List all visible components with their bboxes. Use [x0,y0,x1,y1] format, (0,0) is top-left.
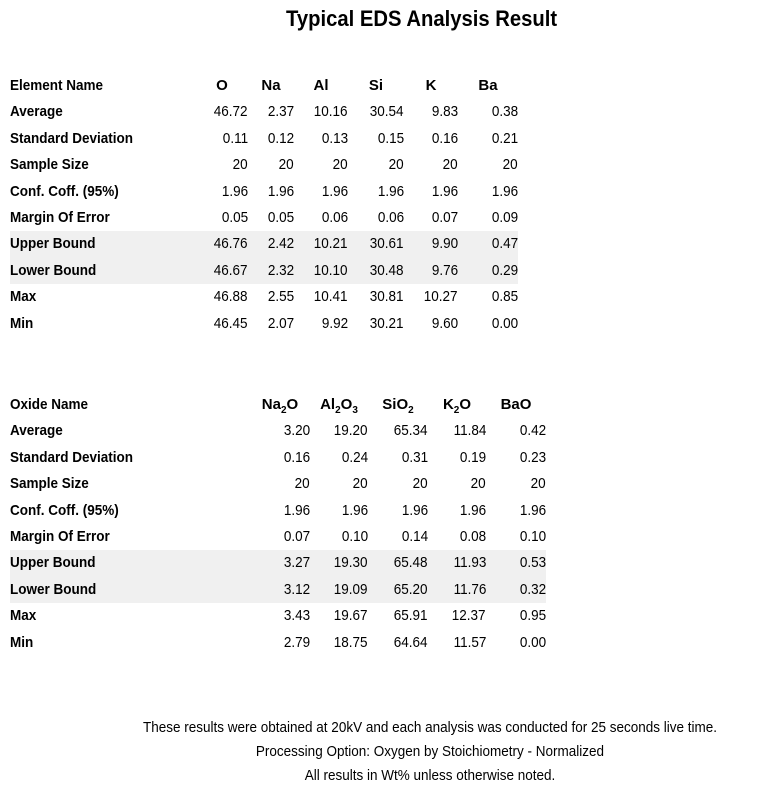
element-table-row-label: Min [10,314,34,332]
oxide-table-row [10,445,546,471]
element-table-cell: 10.10 [314,261,348,279]
oxide-table-cell: 0.14 [401,528,428,546]
element-table-row [10,205,518,231]
oxide-table-row-label: Average [10,422,63,440]
oxide-table-cell: 11.76 [453,580,486,598]
element-table-row [10,311,518,337]
oxide-table-cell: 3.27 [283,554,310,572]
element-column-header: Al [313,77,329,94]
oxide-table-row [10,418,546,444]
oxide-table-cell: 0.10 [341,528,368,546]
element-table-cell: 20 [278,156,294,174]
oxide-table-cell: 0.10 [519,528,546,546]
oxide-table-row [10,550,546,576]
footer-line: All results in Wt% unless otherwise noted. [304,767,556,784]
element-column-header: K [425,77,437,94]
oxide-table-cell: 3.12 [283,580,310,598]
element-table-cell: 30.21 [370,314,404,332]
element-table-cell: 2.55 [267,288,294,306]
element-table-row [10,179,518,205]
element-table-cell: 1.96 [321,182,348,200]
oxide-table-row-label: Sample Size [10,475,89,493]
element-table-cell: 10.21 [314,235,348,253]
element-table-cell: 2.07 [267,314,294,332]
element-table-cell: 46.72 [214,103,248,121]
element-header-label: Element Name [10,77,104,94]
element-table-cell: 10.16 [314,103,348,121]
element-table-row [10,258,518,284]
element-table-cell: 30.54 [370,103,404,121]
oxide-table-cell: 2.79 [283,633,310,651]
oxide-table-cell: 20 [530,475,546,493]
element-column-header: Si [368,77,384,94]
element-table-cell: 46.45 [214,314,248,332]
oxide-table-cell: 0.23 [519,448,546,466]
element-table-row-label: Lower Bound [10,261,97,279]
oxide-table-row-label: Lower Bound [10,580,97,598]
element-table-cell: 20 [388,156,404,174]
element-table-row-label: Max [10,288,37,306]
element-table-cell: 10.27 [424,288,458,306]
element-header-row [10,73,518,99]
element-table-cell: 0.38 [491,103,518,121]
element-table-row [10,126,518,152]
oxide-table-row-label: Upper Bound [10,554,96,572]
oxide-header-label: Oxide Name [10,396,89,413]
element-table-cell: 9.60 [431,314,458,332]
oxide-table-cell: 1.96 [401,501,428,519]
element-table-row [10,231,518,257]
element-table-cell: 0.07 [431,209,458,227]
element-table [10,73,518,337]
element-table-cell: 30.61 [370,235,404,253]
element-table-cell: 9.76 [431,261,458,279]
oxide-header-row [10,392,546,418]
element-table-cell: 0.00 [491,314,518,332]
oxide-table-row [10,603,546,629]
oxide-table-cell: 65.91 [394,607,428,625]
element-table-cell: 0.47 [491,235,518,253]
element-table-row-label: Conf. Coff. (95%) [10,182,119,200]
oxide-table-cell: 11.84 [453,422,486,440]
element-table-cell: 10.41 [314,288,348,306]
element-table-cell: 20 [232,156,248,174]
element-table-row-label: Margin Of Error [10,209,110,227]
element-table-cell: 1.96 [221,182,248,200]
footer-notes [60,716,768,788]
element-table-cell: 1.96 [267,182,294,200]
element-table-cell: 20 [502,156,518,174]
oxide-table-cell: 3.20 [283,422,310,440]
oxide-column-header: $Al_2O_3$ [320,396,358,416]
oxide-table-cell: 65.20 [394,580,428,598]
element-table-cell: 0.06 [321,209,348,227]
oxide-table-cell: 20 [412,475,428,493]
element-table-cell: 0.06 [377,209,404,227]
oxide-table-cell: 11.57 [453,633,486,651]
oxide-table-cell: 19.20 [334,422,368,440]
element-table-cell: 2.42 [267,235,294,253]
page-title: Typical EDS Analysis Result [286,6,558,31]
element-table-cell: 30.48 [370,261,404,279]
element-table-cell: 0.05 [267,209,294,227]
element-table-cell: 0.16 [431,129,458,147]
oxide-table-cell: 0.00 [519,633,546,651]
element-table-row-label: Average [10,103,63,121]
element-table-row [10,152,518,178]
oxide-table-row [10,498,546,524]
oxide-table-cell: 1.96 [459,501,486,519]
oxide-table-cell: 1.96 [519,501,546,519]
oxide-table-cell: 0.08 [459,528,486,546]
element-table-cell: 0.12 [267,129,294,147]
element-table-cell: 1.96 [431,182,458,200]
oxide-column-header: $K_2O$ [442,396,472,416]
oxide-table-cell: 1.96 [341,501,368,519]
oxide-table-cell: 0.32 [519,580,546,598]
oxide-table-cell: 0.31 [401,448,428,466]
element-table-cell: 0.13 [321,129,348,147]
element-table-cell: 2.32 [267,261,294,279]
oxide-table-cell: 0.42 [519,422,546,440]
element-table-cell: 9.92 [321,314,348,332]
oxide-table-cell: 19.09 [334,580,368,598]
element-table-cell: 9.83 [431,103,458,121]
element-table-cell: 9.90 [431,235,458,253]
element-table-row [10,284,518,310]
oxide-table-cell: 18.75 [334,633,368,651]
oxide-column-header: SiO$_2$ [382,396,414,416]
element-table-cell: 46.76 [214,235,248,253]
element-table-cell: 20 [332,156,348,174]
element-table-cell: 1.96 [491,182,518,200]
oxide-table-cell: 20 [470,475,486,493]
oxide-table-row [10,577,546,603]
oxide-table-cell: 20 [352,475,368,493]
oxide-table-cell: 0.07 [283,528,310,546]
oxide-table-cell: 0.19 [459,448,486,466]
oxide-table-cell: 0.95 [519,607,546,625]
oxide-table-cell: 12.37 [452,607,486,625]
oxide-table-cell: 0.16 [283,448,310,466]
oxide-table-row-label: Standard Deviation [10,448,134,466]
oxide-table-row [10,630,546,656]
element-table-row-label: Standard Deviation [10,129,134,147]
element-table-row-label: Upper Bound [10,235,96,253]
oxide-table-cell: 65.34 [394,422,428,440]
footer-line: These results were obtained at 20kV and each analysis was conducted for 25 seconds live time. [142,719,718,736]
element-table-cell: 1.96 [377,182,404,200]
element-table-cell: 0.85 [491,288,518,306]
oxide-table-cell: 19.67 [334,607,368,625]
element-table-cell: 0.15 [377,129,404,147]
oxide-table-row-label: Min [10,633,34,651]
element-column-header: Na [261,77,281,94]
oxide-table-row-label: Max [10,607,37,625]
element-table-cell: 20 [442,156,458,174]
element-table-cell: 0.09 [491,209,518,227]
oxide-table-row-label: Margin Of Error [10,528,110,546]
oxide-table-cell: 0.24 [341,448,368,466]
element-table-row [10,99,518,125]
element-table-cell: 2.37 [267,103,294,121]
element-table-cell: 0.05 [221,209,248,227]
oxide-table-row [10,471,546,497]
element-table-row-label: Sample Size [10,156,89,174]
oxide-table-cell: 20 [294,475,310,493]
oxide-column-header: BaO [500,396,532,413]
element-column-header: Ba [478,77,498,94]
oxide-table-row-label: Conf. Coff. (95%) [10,501,119,519]
oxide-table-cell: 11.93 [453,554,486,572]
oxide-table-row [10,524,546,550]
element-table-cell: 46.67 [214,261,248,279]
element-table-cell: 46.88 [214,288,248,306]
element-table-cell: 0.29 [491,261,518,279]
oxide-table [10,392,546,656]
oxide-table-cell: 3.43 [283,607,310,625]
element-table-cell: 0.11 [222,129,248,147]
oxide-table-cell: 64.64 [394,633,428,651]
oxide-table-cell: 0.53 [519,554,546,572]
oxide-table-cell: 65.48 [394,554,428,572]
oxide-column-header: $Na_2O$ [261,396,299,416]
footer-line: Processing Option: Oxygen by Stoichiometry - Normalized [255,743,605,760]
element-column-header: O [216,77,228,94]
oxide-table-cell: 1.96 [283,501,310,519]
element-table-cell: 30.81 [370,288,404,306]
oxide-table-cell: 19.30 [334,554,368,572]
element-table-cell: 0.21 [491,129,518,147]
